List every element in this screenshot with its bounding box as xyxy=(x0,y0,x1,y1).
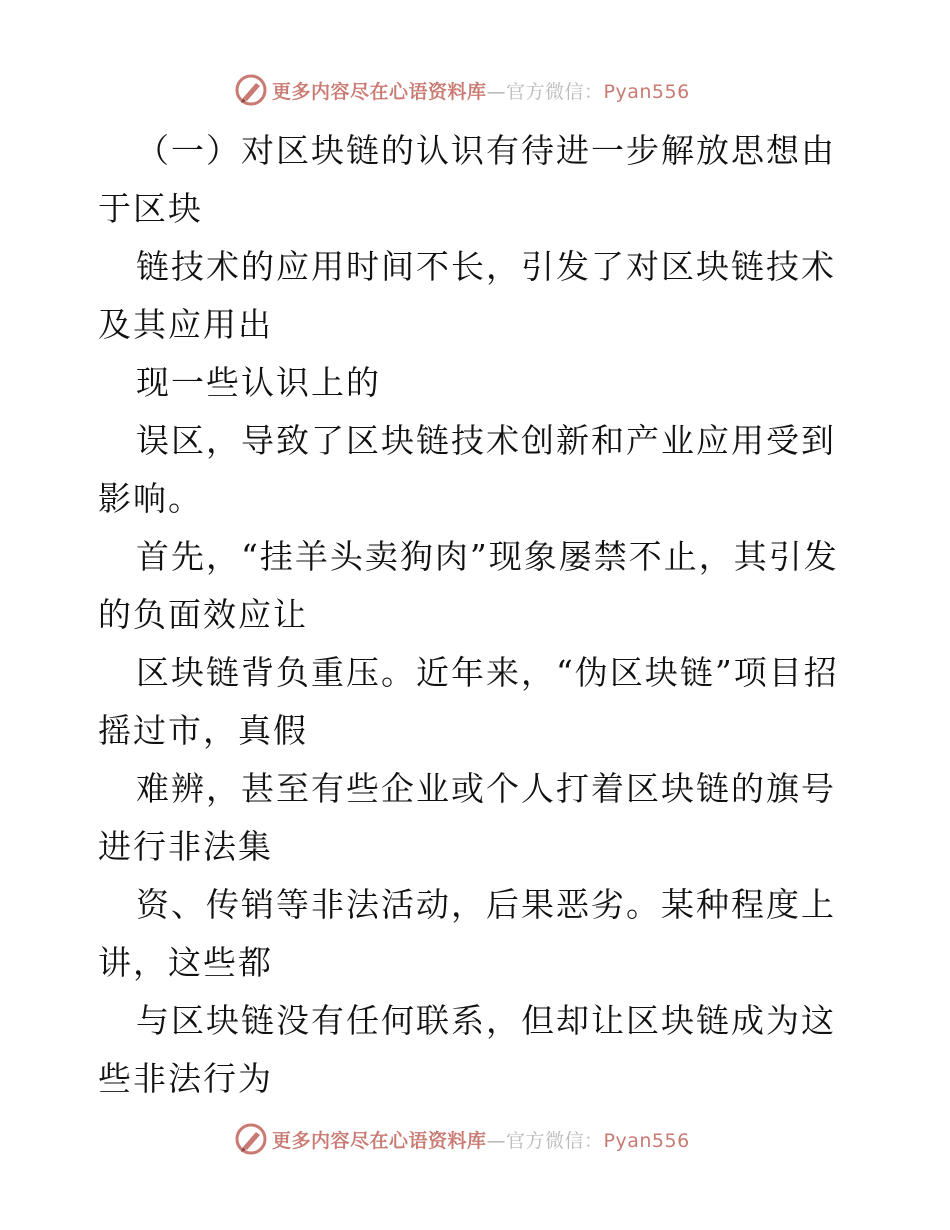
watermark-handle: Pyan556 xyxy=(603,80,690,103)
paragraph-2: 链技术的应用时间不长，引发了对区块链技术及其应用出 xyxy=(98,247,836,344)
paragraph-9: 与区块链没有任何联系，但却让区块链成为这些非法行为 xyxy=(98,1001,836,1098)
watermark-brand: 更多内容尽在心语资料库 xyxy=(272,1129,487,1152)
watermark-brand: 更多内容尽在心语资料库 xyxy=(272,80,487,103)
paragraph-8: 资、传销等非法活动，后果恶劣。某种程度上讲，这些都 xyxy=(98,885,836,982)
paragraph-1: （一）对区块链的认识有待进一步解放思想由于区块 xyxy=(98,131,836,228)
watermark-dash: — xyxy=(486,80,507,103)
pen-logo-icon xyxy=(234,73,268,107)
paragraph-7: 难辨，甚至有些企业或个人打着区块链的旗号进行非法集 xyxy=(98,769,836,866)
paragraph-6: 区块链背负重压。近年来，“伪区块链”项目招摇过市，真假 xyxy=(98,653,839,750)
paragraph-5: 首先，“挂羊头卖狗肉”现象屡禁不止，其引发的负面效应让 xyxy=(98,537,839,634)
footer-watermark xyxy=(234,1121,754,1157)
pen-logo-icon xyxy=(234,1122,268,1156)
paragraph-4: 误区，导致了区块链技术创新和产业应用受到影响。 xyxy=(98,421,836,518)
watermark-label: 官方微信： xyxy=(506,1129,604,1152)
document-body xyxy=(98,122,858,1108)
header-watermark xyxy=(234,72,754,108)
watermark-dash: — xyxy=(486,1129,507,1152)
watermark-handle: Pyan556 xyxy=(603,1129,690,1152)
paragraph-3: 现一些认识上的 xyxy=(136,363,381,402)
watermark-label: 官方微信： xyxy=(506,80,604,103)
